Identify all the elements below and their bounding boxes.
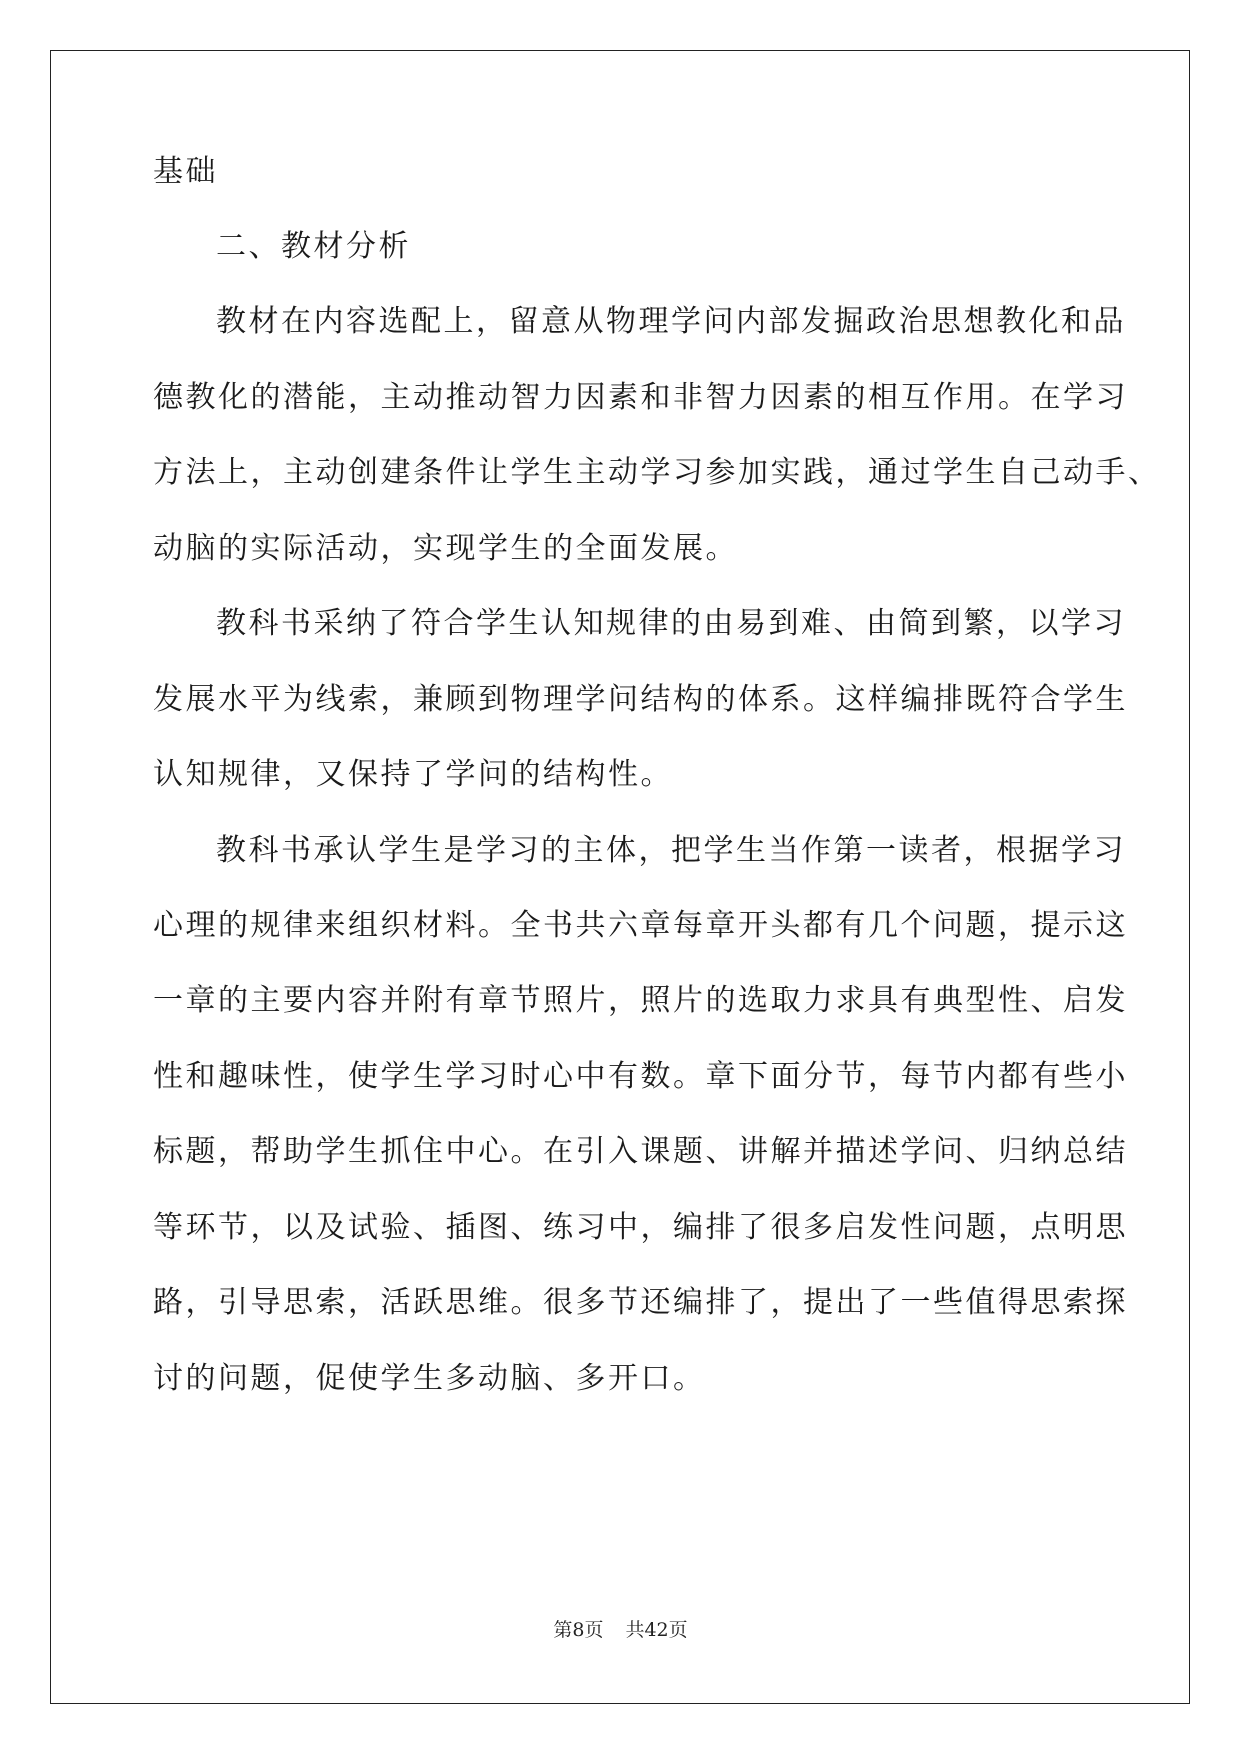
text-line-17: 讨的问题，促使学生多动脑、多开口。	[153, 1361, 706, 1396]
page-number: 第8页	[553, 1619, 604, 1641]
text-line-4: 德教化的潜能，主动推动智力因素和非智力因素的相互作用。在学习	[153, 380, 1128, 415]
text-line-9: 认知规律，又保持了学问的结构性。	[153, 757, 673, 792]
text-line-3: 教材在内容选配上，留意从物理学问内部发掘政治思想教化和品	[216, 304, 1126, 339]
text-line-16: 路，引导思索，活跃思维。很多节还编排了，提出了一些值得思索探	[153, 1285, 1128, 1320]
text-line-12: 一章的主要内容并附有章节照片，照片的选取力求具有典型性、启发	[153, 983, 1128, 1018]
text-line-15: 等环节，以及试验、插图、练习中，编排了很多启发性问题，点明思	[153, 1210, 1128, 1245]
page-footer	[0, 1618, 1241, 1642]
text-line-10: 教科书承认学生是学习的主体，把学生当作第一读者，根据学习	[216, 833, 1126, 868]
text-line-13: 性和趣味性，使学生学习时心中有数。章下面分节，每节内都有些小	[153, 1059, 1128, 1094]
text-line-11: 心理的规律来组织材料。全书共六章每章开头都有几个问题，提示这	[153, 908, 1128, 943]
text-line-8: 发展水平为线索，兼顾到物理学问结构的体系。这样编排既符合学生	[153, 682, 1128, 717]
section-heading: 二、教材分析	[216, 229, 411, 264]
page-border	[50, 50, 1190, 1704]
text-line-1: 基础	[153, 154, 218, 189]
text-line-7: 教科书采纳了符合学生认知规律的由易到难、由简到繁，以学习	[216, 606, 1126, 641]
text-line-6: 动脑的实际活动，实现学生的全面发展。	[153, 531, 738, 566]
text-line-14: 标题，帮助学生抓住中心。在引入课题、讲解并描述学问、归纳总结	[153, 1134, 1128, 1169]
text-line-5: 方法上，主动创建条件让学生主动学习参加实践，通过学生自己动手、	[153, 455, 1161, 490]
page-total: 共42页	[625, 1619, 688, 1641]
